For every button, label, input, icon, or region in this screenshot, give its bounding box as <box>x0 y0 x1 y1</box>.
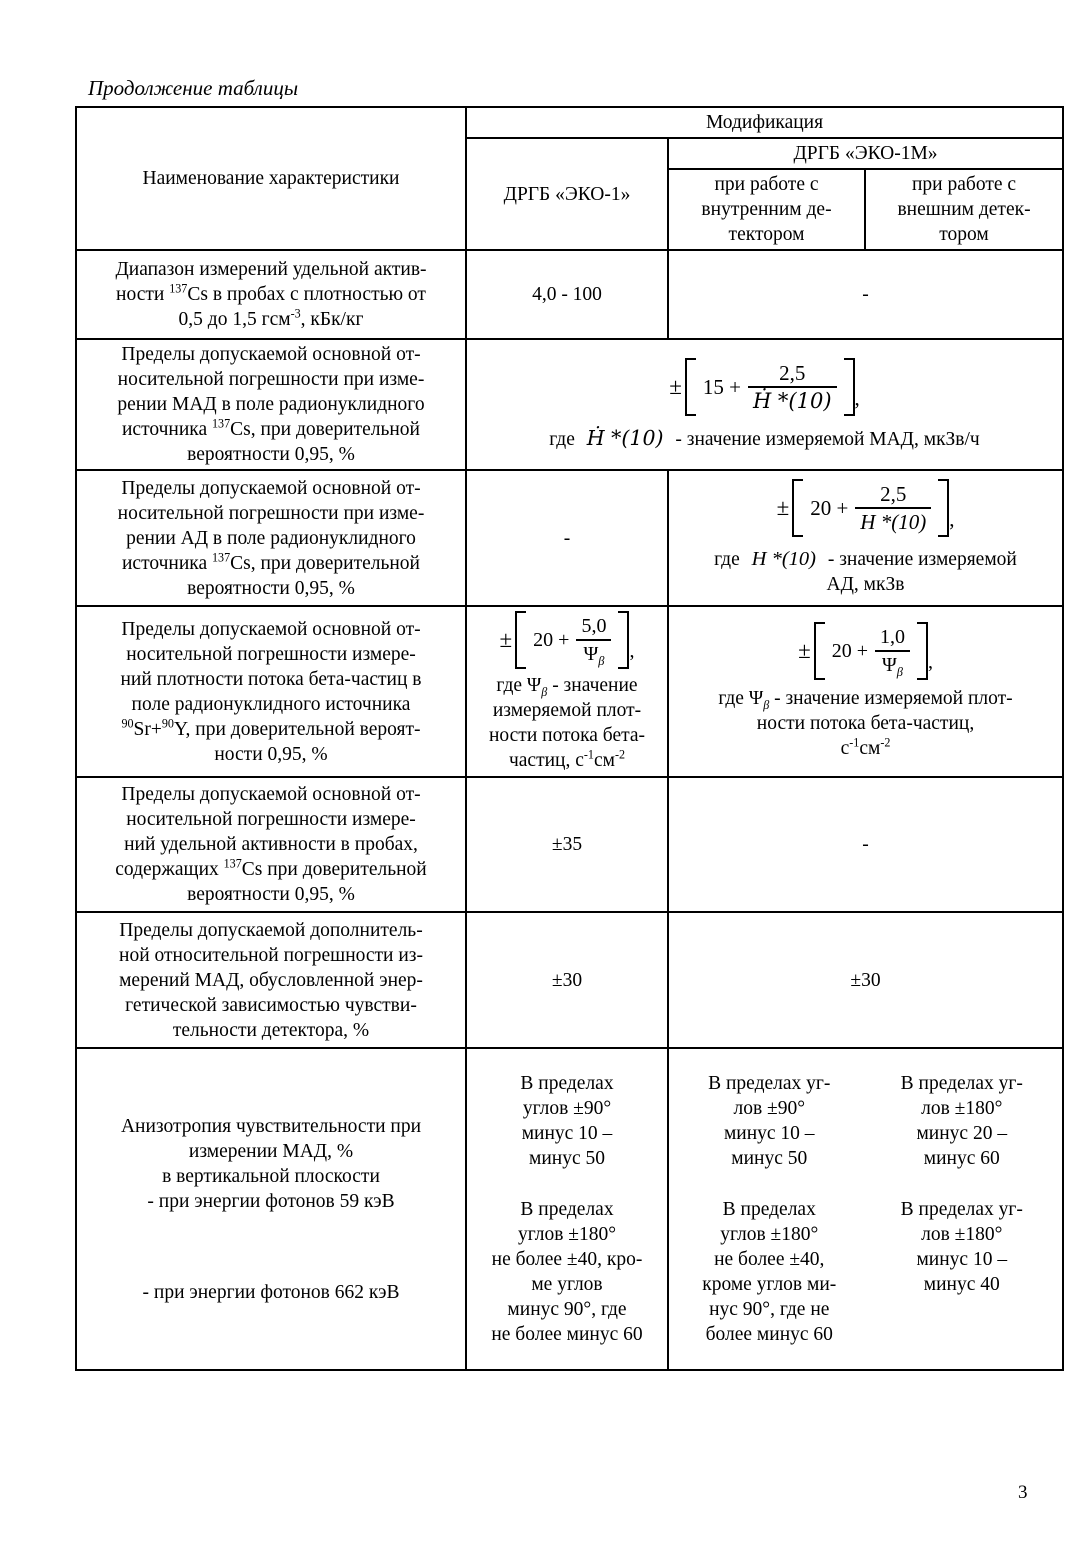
page-number: 3 <box>1018 1482 1028 1503</box>
header-eko1m: ДРГБ «ЭКО-1М» <box>668 138 1063 169</box>
beta-eko1-formula: ± 20 + $\frac{5,0}{\Psi_\beta}$ , где $\Psi_\beta$ - значение измеряемой плот- ности потока бета- частиц, $с^{-1}см^{-2}$ <box>471 611 663 773</box>
mad-error-formula: ± 15 + $\frac{2,5}{\text{Ḣ *(10)}}$ , где Ḣ *(10) - значение измеряемой МАД, мкЗв/ч <box>471 358 1058 452</box>
header-row-modification <box>76 107 1063 138</box>
header-eko1: ДРГБ «ЭКО-1» <box>466 138 668 250</box>
plus-minus-sign: ± <box>669 373 682 399</box>
row-specific-activity-range <box>76 250 1063 339</box>
right-bracket <box>917 622 928 680</box>
eko1m-value: - <box>668 777 1063 912</box>
row-mad-error <box>76 339 1063 470</box>
eko1m-value: - <box>668 250 1063 339</box>
plus-minus-sign: ± <box>499 626 513 652</box>
eko1-value: - <box>466 470 668 606</box>
plus-minus-sign: ± <box>798 638 811 663</box>
external-662kev-value: В пределах уг- лов ±180° минус 10 – минус 40 <box>900 1199 1023 1295</box>
internal-59kev-value: В пределах уг- лов ±90° минус 10 – минус 50 <box>708 1073 831 1169</box>
row-energy-dependence-error <box>76 912 1063 1048</box>
left-bracket <box>814 622 825 680</box>
fraction: $\frac{5,0}{\Psi_\beta}$ <box>576 614 611 666</box>
eko1-value: ±30 <box>466 912 668 1048</box>
right-bracket <box>938 479 949 537</box>
external-detector-column <box>866 1071 1059 1347</box>
anisotropy-eko1m-cell <box>668 1048 1063 1370</box>
eko1-value: 4,0 - 100 <box>466 250 668 339</box>
row-anisotropy <box>76 1048 1063 1370</box>
left-bracket <box>792 479 803 537</box>
characteristic-name: Пределы допускаемой дополнитель- ной относительной погрешности из- мерений МАД, обусловленной энер- гетической зависимостью чувстви- тельности детектора, % <box>76 912 466 1048</box>
eko1-value: ±35 <box>466 777 668 912</box>
anisotropy-eko1-cell <box>466 1048 668 1370</box>
ad-error-formula: ± 20 + $\frac{2,5}{H *(10)}$ , где H *(10) - значение измеряемой АД, мкЗв <box>673 479 1058 597</box>
left-bracket <box>685 358 696 416</box>
table-continuation-heading: Продолжение таблицы <box>88 76 299 100</box>
beta-eko1m-formula: ± 20 + $\frac{1,0}{\Psi_\beta}$ , где $\Psi_\beta$ - значение измеряемой плот- ности потока бета-частиц, $с^{-1}см^{-2}$ <box>673 622 1058 761</box>
beta-eko1m-formula-cell <box>668 606 1063 777</box>
row-beta-flux-error <box>76 606 1063 777</box>
plus-minus-sign: ± <box>776 495 790 520</box>
characteristics-table <box>75 106 1064 1371</box>
header-internal-detector: при работе с внутренним де- тектором <box>668 169 865 250</box>
eko1m-value: ±30 <box>668 912 1063 1048</box>
row-ad-error <box>76 470 1063 606</box>
internal-662kev-value: В пределах углов ±180° не более ±40, кроме углов ми- нус 90°, где не более минус 60 <box>702 1199 837 1345</box>
fraction: $\frac{2,5}{H *(10)}$ <box>855 482 931 534</box>
header-external-detector: при работе с внешним детек- тором <box>865 169 1063 250</box>
header-modification: Модификация <box>466 107 1063 138</box>
external-59kev-value: В пределах уг- лов ±180° минус 20 – минус 60 <box>900 1073 1023 1169</box>
characteristic-name: Пределы допускаемой основной от- носительной погрешности измере- ний плотности потока бета-частиц в поле радионуклидного источника $^{90}$Sr+$^{90}$Y, при доверительной вероят- ности 0,95, % <box>76 606 466 777</box>
eko1-662kev-value: В пределах углов ±180° не более ±40, кро- ме углов минус 90°, где не более минус 60 <box>491 1199 643 1345</box>
left-bracket <box>515 611 526 669</box>
header-name-col: Наименование характеристики <box>76 107 466 250</box>
characteristic-name: Пределы допускаемой основной от- носительной погрешности при изме- рении МАД в поле радионуклидного источника $^{137}$Cs, при доверительной вероятности 0,95, % <box>76 339 466 470</box>
characteristic-name: Анизотропия чувствительности при измерении МАД, % в вертикальной плоскости - при энергии фотонов 59 кэВ - при энергии фотонов 662 кэВ <box>76 1048 466 1370</box>
fraction: $\frac{1,0}{\Psi_\beta}$ <box>875 625 910 677</box>
eko1-59kev-value: В пределах углов ±90° минус 10 – минус 50 <box>520 1073 614 1169</box>
ad-error-formula-cell <box>668 470 1063 606</box>
right-bracket <box>618 611 629 669</box>
characteristic-name: Пределы допускаемой основной от- носительной погрешности измере- ний удельной активности в пробах, содержащих $^{137}$Cs при доверительной вероятности 0,95, % <box>76 777 466 912</box>
characteristic-name: Пределы допускаемой основной от- носительной погрешности при изме- рении АД в поле радионуклидного источника $^{137}$Cs, при доверительной вероятности 0,95, % <box>76 470 466 606</box>
internal-detector-column <box>673 1071 866 1347</box>
right-bracket <box>844 358 855 416</box>
mad-error-formula-cell <box>466 339 1063 470</box>
fraction: $\frac{2,5}{\text{Ḣ *(10)}}$ <box>748 361 837 413</box>
row-sample-activity-error <box>76 777 1063 912</box>
characteristic-name: Диапазон измерений удельной актив- ности $^{137}$Cs в пробах с плотностью от 0,5 до 1,5 гсм$^{-3}$, кБк/кг <box>76 250 466 339</box>
beta-eko1-formula-cell <box>466 606 668 777</box>
